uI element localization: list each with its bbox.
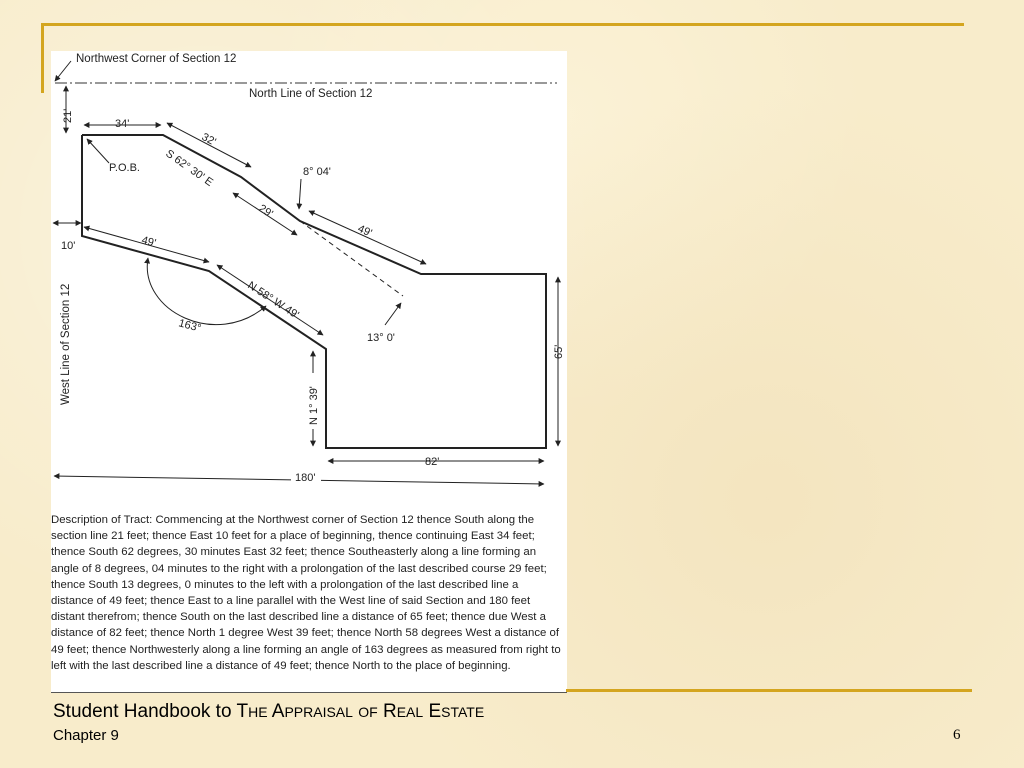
angle-163-label: 163°	[177, 317, 203, 335]
tract-description: Description of Tract: Commencing at the Northwest corner of Section 12 thence South along the section line 21 feet; thence East 10 feet for a place of beginning, thence continuing East 34 feet; thence South 62 degrees, 30 minutes East 32 feet; thence Southeasterly along a line forming an angle of 8 degrees, 04 minutes to the right with a prolongation of the last described course 29 feet; thence South 13 degrees, 0 minutes to the left with a prolongation of the last described line a distance of 49 feet; thence East to a line parallel with the West line of said Section and 180 feet distant therefrom; thence South on the last described line a distance of 65 feet; thence due West a distance of 82 feet; thence North 1 degree West 39 feet; thence North 58 degrees West a distance of 49 feet; thence Northwesterly along a line forming an angle of 163 degrees as measured from right to left with the last described line a distance of 49 feet; thence North to the place of beginning.	[51, 514, 561, 672]
nw-corner-label: Northwest Corner of Section 12	[76, 53, 237, 65]
left-accent-rule	[41, 23, 44, 93]
survey-figure	[51, 51, 567, 693]
title-appraisal-rest: PPRAISAL	[284, 704, 353, 720]
angle-8-label: 8° 04'	[303, 166, 331, 178]
top-accent-rule	[44, 23, 964, 26]
dim-21-label: 21'	[62, 108, 74, 123]
title-real-rest: EAL	[396, 704, 424, 720]
title-real-initial: R	[382, 701, 397, 722]
pob-arrow	[87, 139, 109, 163]
angle-13-arrow	[385, 303, 401, 325]
angle-13-label: 13° 0'	[367, 332, 395, 344]
title-estate-rest: STATE	[441, 704, 485, 720]
angle-8-arrow	[299, 179, 301, 209]
dim-180-label: 180'	[295, 472, 316, 484]
west-line-label: West Line of Section 12	[60, 283, 72, 405]
title-the-initial: T	[236, 701, 249, 722]
dim-49-left-label: 49'	[140, 234, 158, 250]
north-line-label: North Line of Section 12	[249, 88, 373, 100]
dim-82-label: 82'	[425, 456, 440, 468]
dim-65-label: 65'	[553, 344, 565, 359]
page-number: 6	[953, 727, 961, 743]
bottom-accent-rule	[566, 689, 972, 692]
dim-32-label: 32'	[199, 131, 218, 149]
title-prefix: Student Handbook to	[53, 701, 237, 722]
bearing-n1-label: N 1° 39'	[308, 386, 320, 425]
title-appraisal-initial: A	[271, 701, 285, 722]
title-the-rest: HE	[248, 704, 268, 720]
survey-diagram	[51, 51, 567, 511]
dim-34-label: 34'	[115, 118, 130, 130]
title-estate-initial: E	[428, 701, 442, 722]
title-of: OF	[358, 704, 378, 720]
nw-corner-arrow	[55, 61, 71, 81]
bearing-s62-label: S 62° 30' E	[163, 147, 216, 189]
pob-label: P.O.B.	[109, 162, 140, 174]
footer-book-title	[53, 701, 484, 723]
dim-10-label: 10'	[61, 240, 76, 252]
dim-29-label: 29'	[256, 202, 275, 221]
dim-49-upper-label: 49'	[355, 222, 374, 240]
bearing-n58-label: N 58° W 49'	[245, 279, 301, 322]
footer-chapter: Chapter 9	[53, 727, 119, 744]
